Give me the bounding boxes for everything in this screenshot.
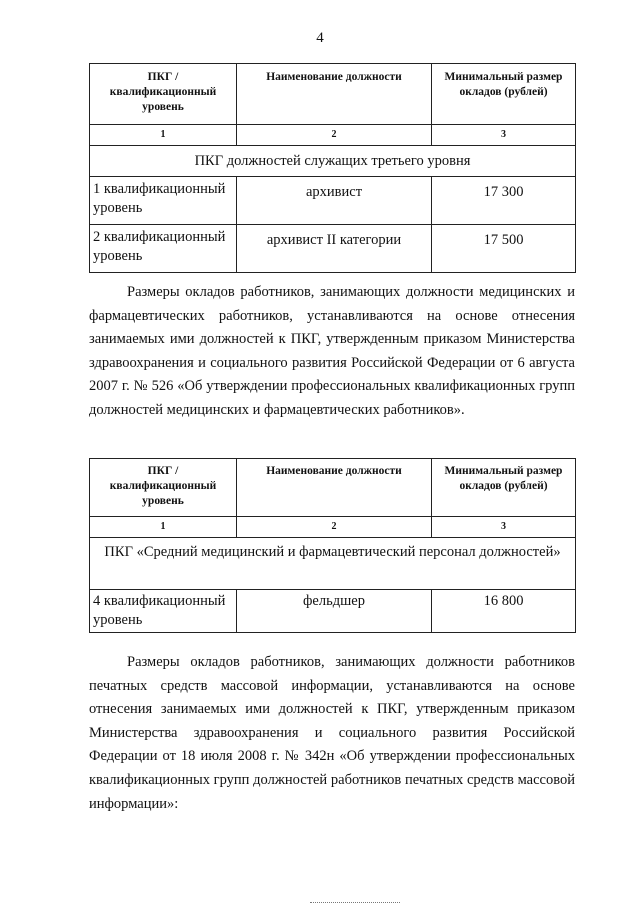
header-pkg-level: ПКГ / квалификационный уровень: [90, 459, 237, 517]
column-number-row: [90, 517, 576, 538]
header-min-salary: Минимальный размер окладов (рублей): [432, 459, 576, 517]
header-position-name: Наименование должности: [237, 459, 432, 517]
column-number: 1: [90, 517, 237, 538]
qualification-level: 4 квалификационный уровень: [90, 590, 237, 633]
column-number: 2: [237, 517, 432, 538]
paragraph-press-staff: Размеры окладов работников, занимающих должности работников печатных средств массовой информации, устанавливаются на основе отнесения занимаемых ими должностей к ПКГ, утвержденным приказом Министерства здравоохранения и социального развития Российской Федерации от 18 июля 2008 г. № 342н «Об утверждении профессиональных квалификационных групп должностей работников печатных средств массовой информации»:: [89, 654, 575, 812]
page-number: 4: [316, 30, 324, 46]
table-row: [90, 177, 576, 225]
group-title-row: [90, 146, 576, 177]
qualification-level: 1 квалификационный уровень: [90, 177, 237, 225]
salary-table-archivists: [89, 63, 576, 273]
table-row: [90, 590, 576, 633]
header-position-name: Наименование должности: [237, 64, 432, 125]
group-title: ПКГ «Средний медицинский и фармацевтический персонал должностей»: [90, 538, 576, 590]
position-name: фельдшер: [237, 590, 432, 633]
header-pkg-level: ПКГ / квалификационный уровень: [90, 64, 237, 125]
column-number: 1: [90, 125, 237, 146]
salary-value: 17 500: [432, 225, 576, 273]
table-row: [90, 225, 576, 273]
bottom-scan-mark: [310, 902, 400, 903]
qualification-level: 2 квалификационный уровень: [90, 225, 237, 273]
salary-value: 16 800: [432, 590, 576, 633]
salary-table-medical: [89, 458, 576, 633]
paragraph-medical-staff: Размеры окладов работников, занимающих должности медицинских и фармацевтических работников, устанавливаются на основе отнесения занимаемых ими должностей к ПКГ, утвержденным приказом Министерства здравоохранения и социального развития Российской Федерации от 6 августа 2007 г. № 526 «Об утверждении профессиональных квалификационных групп должностей медицинских и фармацевтических работников».: [89, 284, 575, 418]
header-min-salary: Минимальный размер окладов (рублей): [432, 64, 576, 125]
column-number: 3: [432, 125, 576, 146]
column-number: 2: [237, 125, 432, 146]
position-name: архивист: [237, 177, 432, 225]
column-number-row: [90, 125, 576, 146]
group-title-row: [90, 538, 576, 590]
group-title: ПКГ должностей служащих третьего уровня: [90, 146, 576, 177]
table-header-row: [90, 64, 576, 125]
salary-value: 17 300: [432, 177, 576, 225]
table-header-row: [90, 459, 576, 517]
position-name: архивист II категории: [237, 225, 432, 273]
column-number: 3: [432, 517, 576, 538]
